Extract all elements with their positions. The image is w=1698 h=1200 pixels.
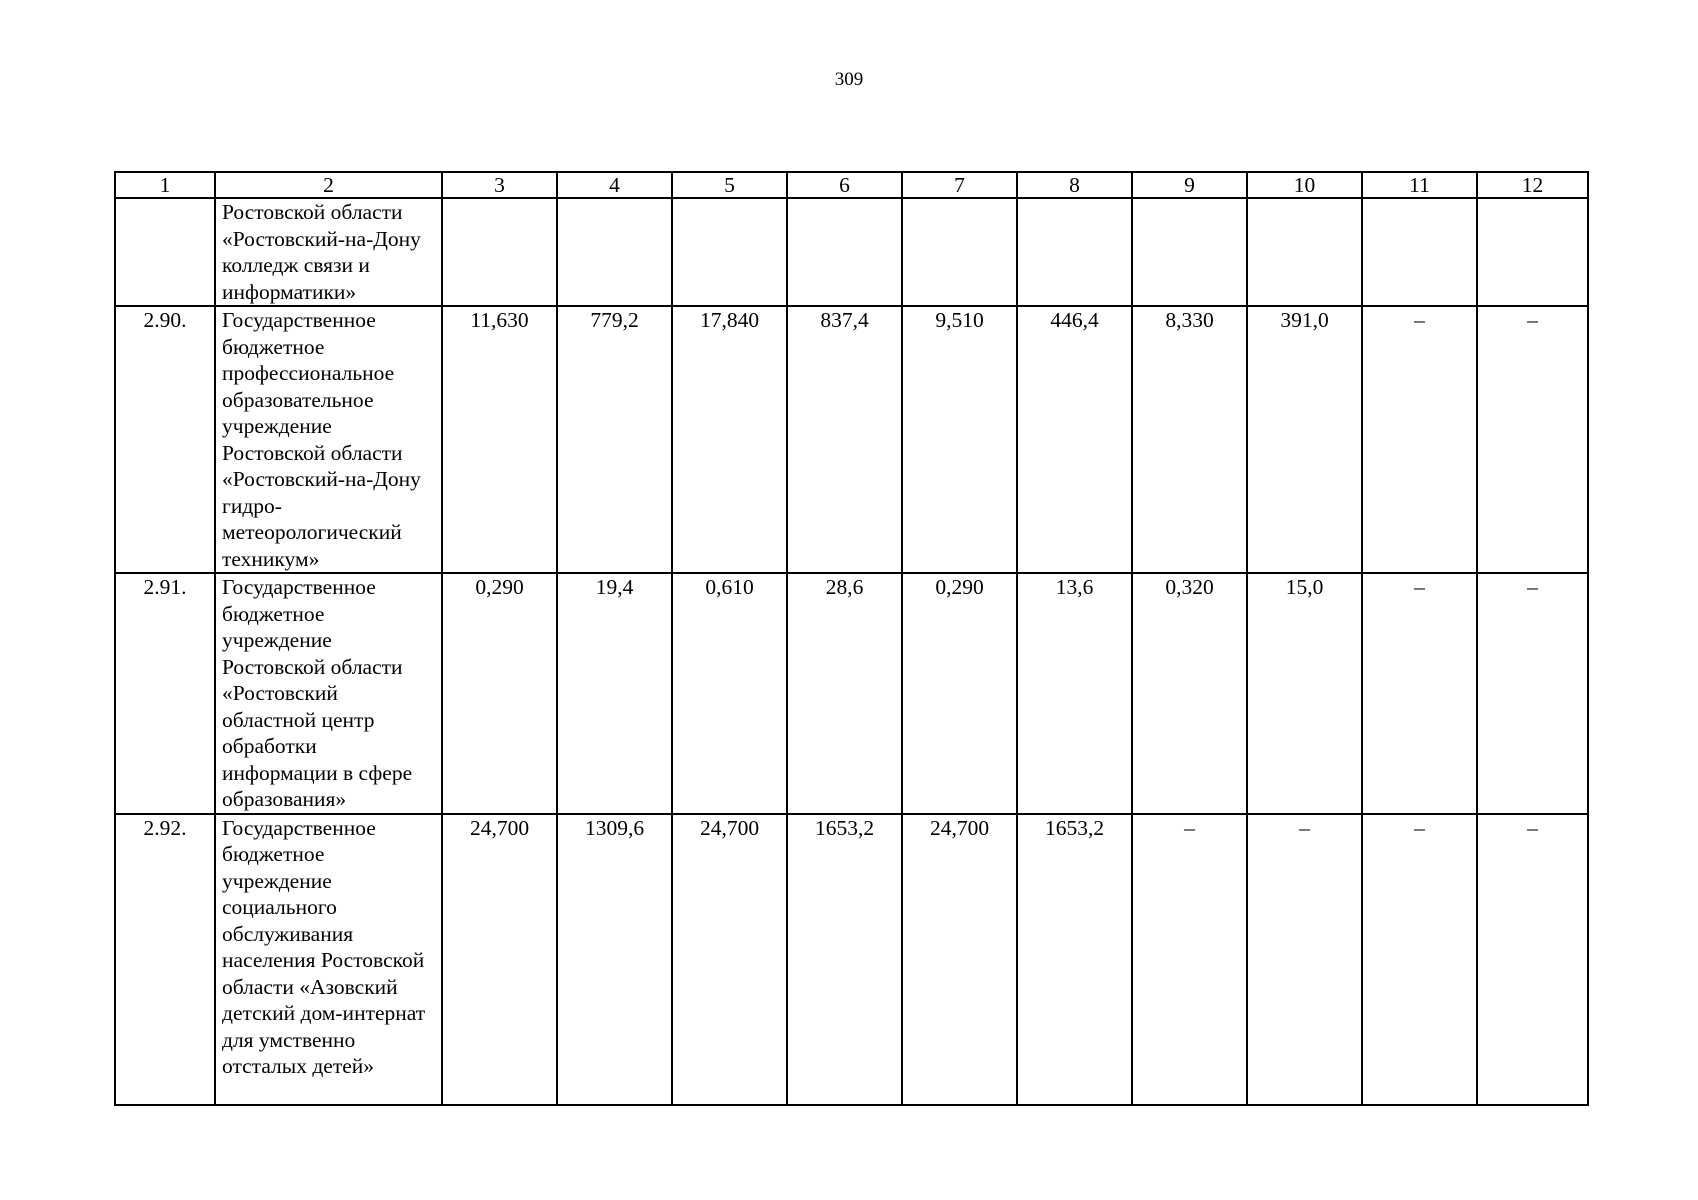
column-header: 7 <box>902 172 1017 198</box>
value-cell: 15,0 <box>1247 573 1362 814</box>
column-header: 8 <box>1017 172 1132 198</box>
value-cell: – <box>1362 306 1477 573</box>
row-number: 2.91. <box>115 573 215 814</box>
value-cell: 446,4 <box>1017 306 1132 573</box>
value-cell: 1309,6 <box>557 814 672 1105</box>
value-cell: 1653,2 <box>1017 814 1132 1105</box>
value-cell: 28,6 <box>787 573 902 814</box>
column-header: 11 <box>1362 172 1477 198</box>
value-cell: 24,700 <box>442 814 557 1105</box>
value-cell <box>1247 198 1362 306</box>
column-header: 12 <box>1477 172 1588 198</box>
value-cell <box>1132 198 1247 306</box>
value-cell: – <box>1362 573 1477 814</box>
page-number: 309 <box>834 69 864 90</box>
value-cell: 9,510 <box>902 306 1017 573</box>
value-cell <box>442 198 557 306</box>
value-cell: – <box>1477 814 1588 1105</box>
value-cell <box>1362 198 1477 306</box>
value-cell: 17,840 <box>672 306 787 573</box>
column-header: 2 <box>215 172 442 198</box>
column-header: 3 <box>442 172 557 198</box>
value-cell: 0,610 <box>672 573 787 814</box>
value-cell: – <box>1362 814 1477 1105</box>
organization-name: Государственное бюджетное профессиональное образовательное учреждение Ростовской области «Ростовский-на-Дону гидро-метеорологический техникум» <box>215 306 442 573</box>
value-cell: 391,0 <box>1247 306 1362 573</box>
table-row <box>115 198 1588 306</box>
table-row <box>115 306 1588 573</box>
column-header: 9 <box>1132 172 1247 198</box>
value-cell: – <box>1477 306 1588 573</box>
value-cell <box>557 198 672 306</box>
table-row <box>115 814 1588 1105</box>
organization-name: Государственное бюджетное учреждение Ростовской области «Ростовский областной центр обработки информации в сфере образования» <box>215 573 442 814</box>
row-number: 2.92. <box>115 814 215 1105</box>
column-header: 6 <box>787 172 902 198</box>
value-cell: – <box>1247 814 1362 1105</box>
column-header: 10 <box>1247 172 1362 198</box>
value-cell: 24,700 <box>902 814 1017 1105</box>
value-cell <box>902 198 1017 306</box>
value-cell <box>1477 198 1588 306</box>
column-header: 4 <box>557 172 672 198</box>
row-number: 2.90. <box>115 306 215 573</box>
row-number <box>115 198 215 306</box>
organization-name: Государственное бюджетное учреждение социального обслуживания населения Ростовской области «Азовский детский дом-интернат для умственно отсталых детей» <box>215 814 442 1105</box>
column-header: 5 <box>672 172 787 198</box>
value-cell: 0,320 <box>1132 573 1247 814</box>
value-cell: 0,290 <box>442 573 557 814</box>
organization-name: Ростовской области «Ростовский-на-Дону колледж связи и информатики» <box>215 198 442 306</box>
value-cell <box>787 198 902 306</box>
value-cell: 837,4 <box>787 306 902 573</box>
value-cell: 779,2 <box>557 306 672 573</box>
value-cell <box>1017 198 1132 306</box>
value-cell: 1653,2 <box>787 814 902 1105</box>
value-cell <box>672 198 787 306</box>
column-header: 1 <box>115 172 215 198</box>
data-table <box>114 171 1589 1106</box>
table-header-row <box>115 172 1588 198</box>
table-row <box>115 573 1588 814</box>
value-cell: 13,6 <box>1017 573 1132 814</box>
value-cell: 24,700 <box>672 814 787 1105</box>
value-cell: 19,4 <box>557 573 672 814</box>
value-cell: 0,290 <box>902 573 1017 814</box>
value-cell: 11,630 <box>442 306 557 573</box>
value-cell: 8,330 <box>1132 306 1247 573</box>
value-cell: – <box>1132 814 1247 1105</box>
value-cell: – <box>1477 573 1588 814</box>
